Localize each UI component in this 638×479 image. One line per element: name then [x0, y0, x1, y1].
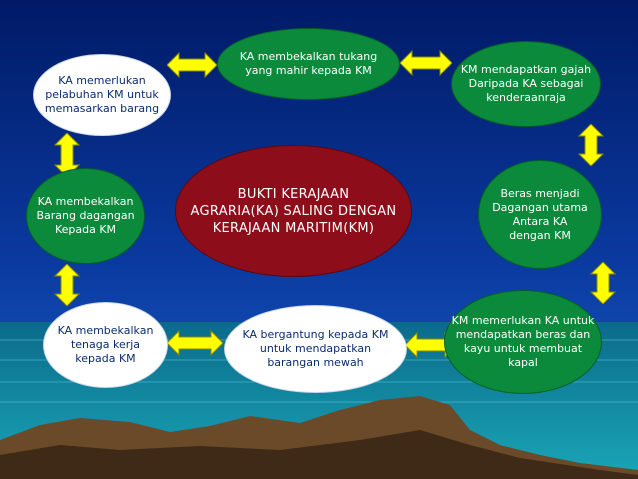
node-bottom-left-text: KA membekalkan tenaga kerja kepada KM — [57, 324, 154, 365]
node-center — [175, 145, 412, 277]
node-top-right — [451, 41, 601, 127]
node-middle-right — [478, 160, 602, 269]
node-middle-left-text: KA membekalkan Barang dagangan Kepada KM — [36, 195, 135, 236]
arrow-top-left-horizontal — [167, 52, 217, 78]
arrow-bottom-left-horizontal — [167, 330, 223, 356]
node-middle-right-text: Beras menjadi Dagangan utama Antara KA dengan KM — [492, 186, 588, 242]
node-bottom-center-text: KA bergantung kepada KM untuk mendapatkan barangan mewah — [242, 328, 389, 369]
node-top-right-text: KM mendapatkan gajah Daripada KA sebagai kenderaanraja — [460, 63, 592, 104]
node-bottom-center — [224, 305, 407, 393]
arrow-left-lower-vertical — [54, 264, 80, 306]
arrow-right-lower-vertical — [590, 262, 616, 304]
node-top-center-text: KA membekalkan tukang yang mahir kepada KM — [239, 50, 378, 77]
node-bottom-right-text: KM memerlukan KA untuk mendapatkan beras dan kayu untuk membuat kapal — [451, 314, 595, 369]
arrow-top-right-horizontal — [400, 50, 452, 76]
node-bottom-left — [43, 302, 168, 388]
node-top-left — [33, 54, 171, 136]
node-bottom-right — [444, 290, 602, 394]
node-center-text: BUKTI KERAJAAN AGRARIA(KA) SALING DENGAN KERAJAAN MARITIM(KM) — [190, 186, 397, 236]
node-top-left-text: KA memerlukan pelabuhan KM untuk memasarkan barang — [44, 74, 160, 115]
node-top-center — [217, 28, 400, 100]
arrow-right-upper-vertical — [578, 124, 604, 166]
node-middle-left — [26, 168, 145, 264]
